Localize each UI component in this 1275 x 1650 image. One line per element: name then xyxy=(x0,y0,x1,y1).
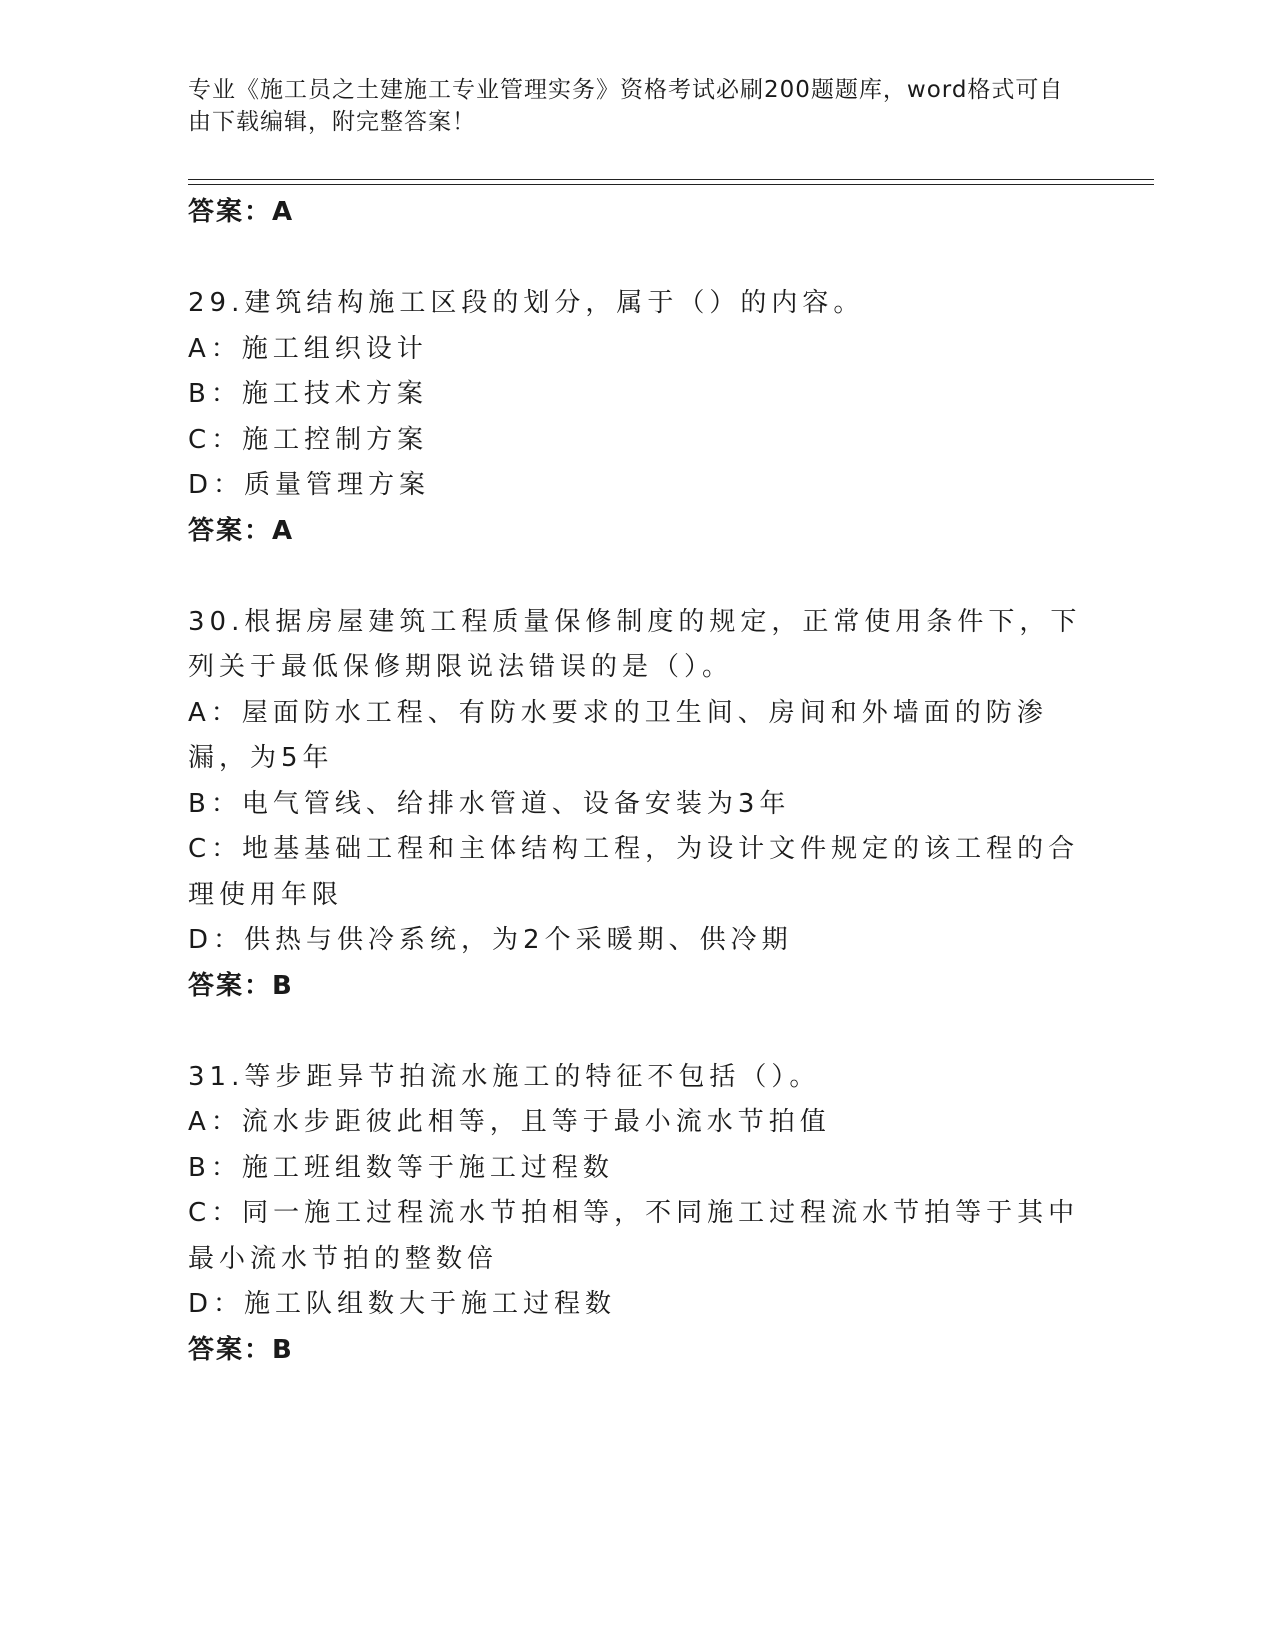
document-header: 专业《施工员之土建施工专业管理实务》资格考试必刷200题题库，word格式可自由下载编辑，附完整答案！ xyxy=(188,77,1064,135)
option-d: D：供热与供冷系统，为2个采暖期、供冷期 xyxy=(188,925,793,955)
question-31 xyxy=(188,1055,1088,1374)
option-b: B：施工技术方案 xyxy=(188,379,428,409)
option-a: A：施工组织设计 xyxy=(188,333,428,364)
question-answer: 答案：B xyxy=(188,970,294,1001)
previous-answer: 答案：A xyxy=(188,197,295,227)
question-stem: 29.建筑结构施工区段的划分，属于（）的内容。 xyxy=(188,288,865,318)
question-answer: 答案：A xyxy=(188,515,295,546)
header-divider-top xyxy=(188,179,1154,180)
option-a: A：流水步距彼此相等，且等于最小流水节拍值 xyxy=(188,1107,831,1137)
option-b: B：施工班组数等于施工过程数 xyxy=(188,1152,614,1183)
header-divider-bottom xyxy=(188,184,1154,185)
option-d: D：质量管理方案 xyxy=(188,470,431,500)
question-30 xyxy=(188,600,1088,1010)
option-c: C：同一施工过程流水节拍相等，不同施工过程流水节拍等于其中最小流水节拍的整数倍 xyxy=(188,1198,1080,1274)
spacer xyxy=(188,1009,1088,1055)
option-c: C：施工控制方案 xyxy=(188,424,429,455)
question-stem: 30.根据房屋建筑工程质量保修制度的规定，正常使用条件下，下列关于最低保修期限说法错误的是（）。 xyxy=(188,606,1082,682)
option-d: D：施工队组数大于施工过程数 xyxy=(188,1289,617,1319)
option-c: C：地基基础工程和主体结构工程，为设计文件规定的该工程的合理使用年限 xyxy=(188,834,1080,910)
option-a: A：屋面防水工程、有防水要求的卫生间、房间和外墙面的防渗漏，为5年 xyxy=(188,697,1048,773)
question-29 xyxy=(188,281,1088,554)
spacer xyxy=(188,554,1088,600)
question-content xyxy=(188,190,1088,1373)
spacer xyxy=(188,236,1088,282)
question-answer: 答案：B xyxy=(188,1334,294,1365)
option-b: B：电气管线、给排水管道、设备安装为3年 xyxy=(188,788,791,819)
question-stem: 31.等步距异节拍流水施工的特征不包括（）。 xyxy=(188,1061,821,1092)
